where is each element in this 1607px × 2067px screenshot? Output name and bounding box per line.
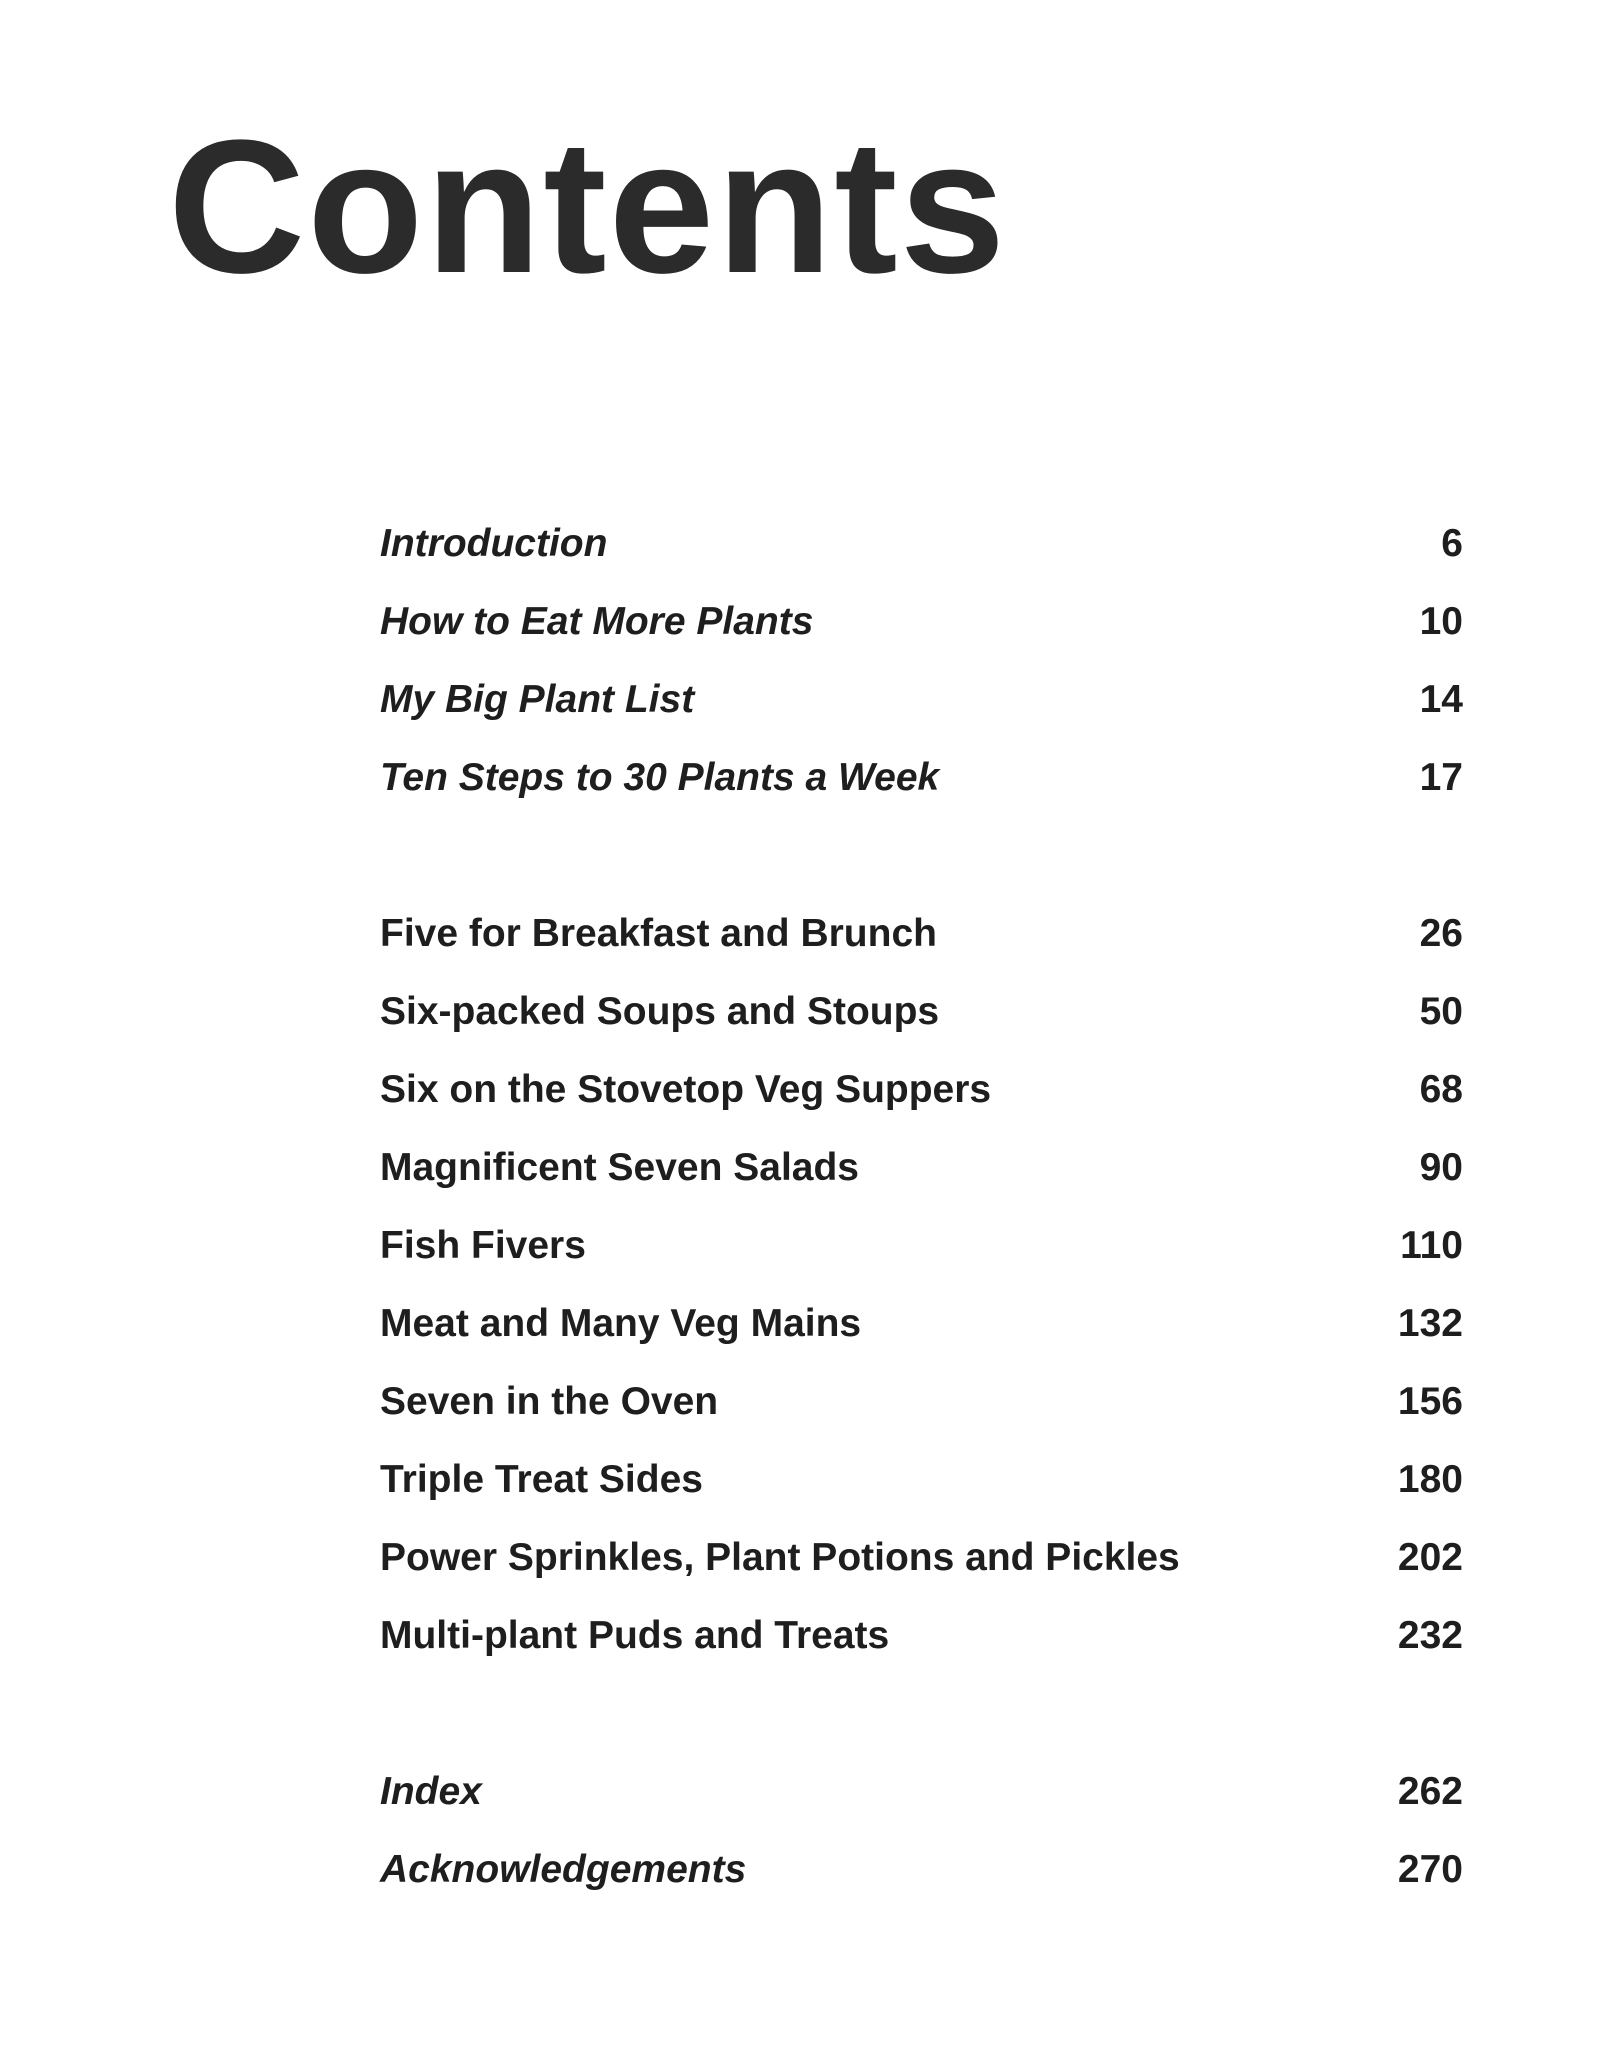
toc-entry-label: Ten Steps to 30 Plants a Week — [380, 756, 940, 799]
toc-entry-page-number: 17 — [1419, 756, 1463, 799]
toc-entry-label: Magnificent Seven Salads — [380, 1146, 859, 1189]
toc-entry-page-number: 180 — [1397, 1458, 1463, 1501]
toc-entry-label: Five for Breakfast and Brunch — [380, 912, 937, 955]
toc-entry-page-number: 6 — [1441, 522, 1463, 565]
toc-entry-page-number: 232 — [1397, 1614, 1463, 1657]
page-title: Contents — [168, 101, 1008, 313]
toc-entry-page-number: 14 — [1419, 678, 1463, 721]
toc-entry-seven-in-the-oven[interactable] — [380, 1377, 1463, 1427]
toc-entry-page-number: 202 — [1397, 1536, 1463, 1579]
toc-entry-page-number: 90 — [1419, 1146, 1463, 1189]
toc-entry-label: Six-packed Soups and Stoups — [380, 990, 940, 1033]
toc-entry-label: Meat and Many Veg Mains — [380, 1302, 862, 1345]
toc-entry-my-big-plant-list[interactable] — [380, 675, 1463, 725]
toc-entry-soups-and-stoups[interactable] — [380, 987, 1463, 1037]
toc-entry-page-number: 68 — [1419, 1068, 1463, 1111]
toc-entry-label: Triple Treat Sides — [380, 1458, 703, 1501]
toc-entry-page-number: 10 — [1419, 600, 1463, 643]
toc-entry-index[interactable] — [380, 1767, 1463, 1817]
toc-entry-label: Power Sprinkles, Plant Potions and Pickles — [380, 1536, 1180, 1579]
toc-entry-how-to-eat-more-plants[interactable] — [380, 597, 1463, 647]
toc-entry-label: Index — [380, 1770, 482, 1813]
toc-entry-label: Multi-plant Puds and Treats — [380, 1614, 890, 1657]
toc-entry-meat-and-many-veg[interactable] — [380, 1299, 1463, 1349]
toc-entry-introduction[interactable] — [380, 519, 1463, 569]
toc-entry-label: Fish Fivers — [380, 1224, 586, 1267]
toc-entry-seven-salads[interactable] — [380, 1143, 1463, 1193]
toc-entry-page-number: 26 — [1419, 912, 1463, 955]
toc-entry-label: Seven in the Oven — [380, 1380, 719, 1423]
toc-entry-label: My Big Plant List — [380, 678, 695, 721]
toc-entry-multi-plant-puds[interactable] — [380, 1611, 1463, 1661]
toc-entry-page-number: 110 — [1400, 1224, 1463, 1267]
toc-entry-fish-fivers[interactable] — [380, 1221, 1463, 1271]
toc-entry-label: Six on the Stovetop Veg Suppers — [380, 1068, 992, 1111]
toc-entry-label: Introduction — [380, 522, 608, 565]
toc-entry-breakfast-and-brunch[interactable] — [380, 909, 1463, 959]
toc-entry-page-number: 50 — [1419, 990, 1463, 1033]
toc-entry-page-number: 132 — [1397, 1302, 1463, 1345]
toc-entry-page-number: 262 — [1397, 1770, 1463, 1813]
toc-entry-triple-treat-sides[interactable] — [380, 1455, 1463, 1505]
toc-entry-stovetop-veg-suppers[interactable] — [380, 1065, 1463, 1115]
toc-entry-page-number: 156 — [1397, 1380, 1463, 1423]
toc-entry-page-number: 270 — [1397, 1848, 1463, 1891]
toc-entry-power-sprinkles[interactable] — [380, 1533, 1463, 1583]
toc-entry-label: Acknowledgements — [380, 1848, 747, 1891]
toc-entry-acknowledgements[interactable] — [380, 1845, 1463, 1895]
toc-entry-label: How to Eat More Plants — [380, 600, 814, 643]
toc-entry-ten-steps[interactable] — [380, 753, 1463, 803]
